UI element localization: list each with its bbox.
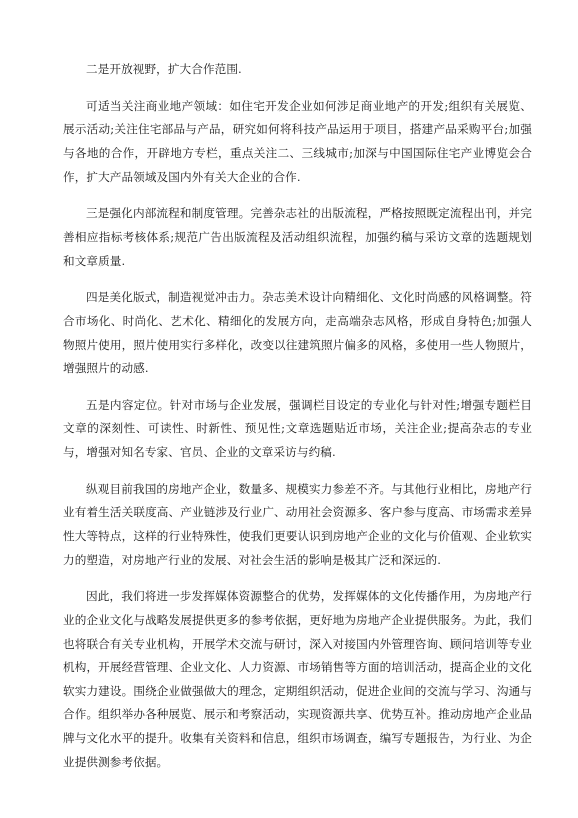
paragraph-internal-process: 三是强化内部流程和制度管理。完善杂志社的出版流程，严格按照既定流程出刊，并完善相应指标考核体系;规范广告出版流程及活动组织流程，加强约稿与采访文章的选题规划和文章质量. (63, 206, 532, 268)
paragraph-open-vision: 二是开放视野，扩大合作范围. (86, 62, 242, 76)
paragraph-layout-design: 四是美化版式，制造视觉冲击力。杂志美术设计向精细化、文化时尚感的风格调整。符合市场化、时尚化、艺术化、精细化的发展方向，走高端杂志风格，形成自身特色;加强人物照片使用，照片使用实行多样化，改变以往建筑照片偏多的风格，多使用一些人物照片，增强照片的动感. (63, 290, 532, 376)
paragraph-media-integration: 因此，我们将进一步发挥媒体资源整合的优势，发挥媒体的文化传播作用，为房地产行业的企业文化与战略发展提供更多的参考依据，更好地为房地产企业提供服务。为此，我们也将联合有关专业机构，开展学术交流与研讨，深入对接国内外管理咨询、顾问培训等专业机构，开展经营管理、企业文化、人力资源、市场销售等方面的培训活动，提高企业的文化软实力建设。围绕企业做强做大的理念，定期组织活动，促进企业间的交流与学习、沟通与合作。组织举办各种展览、展示和考察活动，实现资源共享、优势互补。推动房地产企业品牌与文化水平的提升。收集有关资料和信息，组织市场调查，编写专题报告，为行业、为企业提供测参考依据。 (63, 589, 532, 769)
paragraph-content-positioning: 五是内容定位。针对市场与企业发展，强调栏目设定的专业化与针对性;增强专题栏目文章的深刻性、可读性、时新性、预见性;文章选题贴近市场，关注企业;提高杂志的专业与，增强对知名专家、官员、企业的文章采访与约稿. (63, 397, 532, 460)
paragraph-industry-overview: 纵观目前我国的房地产企业，数量多、规模实力参差不齐。与其他行业相比，房地产行业有着生活关联度高、产业链涉及行业广、动用社会资源多、客户参与度高、市场需求差异性大等特点，这样的行业特殊性，使我们更要认识到房地产企业的文化与价值观、企业软实力的塑造，对房地产行业的发展、对社会生活的影响是极其广泛和深远的. (63, 481, 532, 567)
paragraph-commercial-realestate: 可适当关注商业地产领域：如住宅开发企业如何涉足商业地产的开发;组织有关展览、展示活动;关注住宅部品与产品，研究如何将科技产品运用于项目，搭建产品采购平台;加强与各地的合作，开辟地方专栏，重点关注二、三线城市;加深与中国国际住宅产业博览会合作，扩大产品领域及国内外有关大企业的合作. (63, 98, 532, 184)
